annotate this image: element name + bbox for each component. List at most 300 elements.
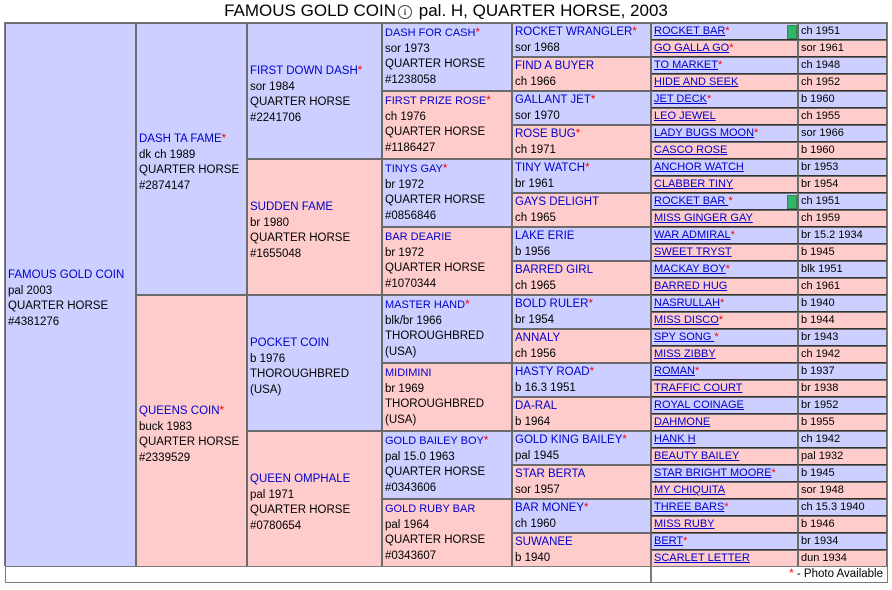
horse-info: sor 1966 xyxy=(801,127,844,139)
horse-name-link[interactable] xyxy=(515,59,650,75)
horse-info: br 1961 xyxy=(515,177,555,190)
ancestor-gen5-12 xyxy=(512,397,651,431)
horse-name-link[interactable] xyxy=(250,64,381,80)
horse-breed: THOROUGHBRED xyxy=(385,398,485,411)
ancestor-gen6-10 xyxy=(651,176,798,193)
ancestor-gen6-12 xyxy=(651,210,798,227)
horse-info: sor 1970 xyxy=(515,109,560,122)
horse-info: pal 1945 xyxy=(515,449,560,462)
page-title xyxy=(0,0,892,22)
horse-name[interactable]: HASTY ROAD xyxy=(515,366,590,378)
horse-info: ch 1952 xyxy=(801,76,841,88)
horse-info: ch 1951 xyxy=(801,195,841,207)
footer-spacer xyxy=(5,566,651,583)
horse-breed: QUARTER HORSE xyxy=(385,126,486,139)
horse-info: ch 1971 xyxy=(515,143,556,156)
horse-info: br 1969 xyxy=(385,382,425,395)
ancestor-gen6-info xyxy=(798,125,887,142)
horse-breed: QUARTER HORSE xyxy=(385,466,486,479)
photo-star: * xyxy=(632,26,637,38)
ancestor-gen6-info xyxy=(798,533,887,550)
horse-name[interactable]: GOLD BAILEY BOY xyxy=(385,435,484,447)
ancestor-gen6-6 xyxy=(651,108,798,125)
horse-name-link[interactable] xyxy=(385,230,511,246)
horse-name[interactable]: SPY SONG xyxy=(654,331,715,343)
horse-info: sor 1973 xyxy=(385,42,430,55)
horse-registration: #1070344 xyxy=(385,277,437,290)
horse-name[interactable]: BAR DEARIE xyxy=(385,231,452,243)
ancestor-gen6-info xyxy=(798,499,887,516)
title-horse-name: FAMOUS GOLD COIN xyxy=(224,1,397,20)
ancestor-gen6-info xyxy=(798,550,887,567)
ancestor-gen5-14 xyxy=(512,465,651,499)
horse-info: b 1960 xyxy=(801,93,835,105)
horse-name[interactable]: DASH FOR CASH xyxy=(385,27,476,39)
ancestor-gen6-16 xyxy=(651,278,798,295)
horse-name[interactable]: ROMAN xyxy=(654,365,695,377)
horse-name[interactable]: GO GALLA GO xyxy=(654,42,730,54)
ancestor-gen6-9 xyxy=(651,159,798,176)
horse-name[interactable]: MISS GINGER GAY xyxy=(654,212,753,224)
horse-registration: #2874147 xyxy=(139,179,191,192)
horse-breed: QUARTER HORSE xyxy=(139,164,240,177)
ancestor-gen6-info xyxy=(798,108,887,125)
horse-registration: #1186427 xyxy=(385,141,436,154)
horse-info: ch 1976 xyxy=(385,110,426,123)
horse-breed: QUARTER HORSE xyxy=(250,232,351,245)
photo-star: * xyxy=(622,434,627,446)
pedigree-chart xyxy=(4,22,888,566)
horse-name-link[interactable] xyxy=(515,467,650,483)
photo-star: * xyxy=(442,163,448,175)
horse-breed: QUARTER HORSE xyxy=(385,262,486,275)
ancestor-gen6-32 xyxy=(651,550,798,567)
ancestor-gen3-3 xyxy=(247,295,382,431)
horse-name[interactable]: SWEET TRYST xyxy=(654,246,732,258)
horse-info: ch 1951 xyxy=(801,25,841,37)
horse-name[interactable]: POCKET COIN xyxy=(250,337,330,349)
horse-info: b 1955 xyxy=(801,416,835,428)
horse-info: sor 1968 xyxy=(515,41,560,54)
ancestor-gen6-info xyxy=(798,431,887,448)
horse-name[interactable]: GAYS DELIGHT xyxy=(515,196,600,208)
horse-name-link[interactable] xyxy=(515,399,650,415)
ancestor-gen6-info xyxy=(798,40,887,57)
horse-info: pal 2003 xyxy=(8,284,53,297)
horse-info: ch 1942 xyxy=(801,348,841,360)
horse-name-link[interactable] xyxy=(385,502,511,518)
photo-star: * xyxy=(694,365,700,377)
horse-name[interactable]: TO MARKET xyxy=(654,59,718,71)
ancestor-gen4-6 xyxy=(382,363,512,431)
horse-name-link[interactable] xyxy=(8,268,135,284)
photo-badge-icon xyxy=(787,195,797,209)
horse-info: pal 1964 xyxy=(385,518,430,531)
horse-name-link[interactable] xyxy=(515,535,650,551)
ancestor-gen6-1 xyxy=(651,23,798,40)
horse-name[interactable]: TINYS GAY xyxy=(385,163,443,175)
photo-legend-text: - Photo Available xyxy=(793,568,883,580)
photo-star: * xyxy=(718,314,724,326)
horse-info: pal 1932 xyxy=(801,450,844,462)
horse-name[interactable]: QUEENS COIN xyxy=(139,405,220,417)
horse-name[interactable]: MASTER HAND xyxy=(385,299,466,311)
horse-info: buck 1983 xyxy=(139,420,193,433)
horse-name-link[interactable] xyxy=(385,26,511,42)
horse-name[interactable]: STAR BRIGHT MOORE xyxy=(654,467,772,479)
horse-name[interactable]: ROSE BUG xyxy=(515,128,576,140)
horse-name[interactable]: BERT xyxy=(654,535,684,547)
horse-info: ch 1961 xyxy=(801,280,841,292)
horse-registration: (USA) xyxy=(385,345,417,358)
horse-registration: #0856846 xyxy=(385,209,437,222)
ancestor-gen6-31 xyxy=(651,533,798,550)
ancestor-gen4-1 xyxy=(382,23,512,91)
ancestor-gen5-4 xyxy=(512,125,651,159)
horse-name[interactable]: QUEEN OMPHALE xyxy=(250,473,351,485)
horse-registration: (USA) xyxy=(250,383,282,396)
horse-name[interactable]: ROCKET BAR xyxy=(654,195,729,207)
horse-breed: QUARTER HORSE xyxy=(139,436,240,449)
ancestor-gen6-info xyxy=(798,227,887,244)
horse-name[interactable]: MACKAY BOY xyxy=(654,263,726,275)
photo-legend xyxy=(651,566,888,583)
horse-name-link[interactable] xyxy=(139,132,246,148)
horse-info: blk/br 1966 xyxy=(385,314,442,327)
horse-info: b 1945 xyxy=(801,467,835,479)
horse-info: b 16.3 1951 xyxy=(515,381,576,394)
horse-name[interactable]: DA-RAL xyxy=(515,400,558,412)
horse-info: sor 1957 xyxy=(515,483,560,496)
horse-name[interactable]: HANK H xyxy=(654,433,696,445)
horse-breed: THOROUGHBRED xyxy=(385,330,485,343)
horse-info: b 1976 xyxy=(250,352,286,365)
horse-name[interactable]: ANNALY xyxy=(515,332,561,344)
horse-info: br 1972 xyxy=(385,246,425,259)
photo-star: * xyxy=(219,405,224,417)
horse-info: b 1937 xyxy=(801,365,835,377)
horse-name[interactable]: GOLD RUBY BAR xyxy=(385,503,476,515)
ancestor-gen6-7 xyxy=(651,125,798,142)
horse-breed: QUARTER HORSE xyxy=(250,504,351,517)
horse-name[interactable]: BAR MONEY xyxy=(515,502,585,514)
horse-registration: #0780654 xyxy=(250,519,302,532)
horse-info: ch 1955 xyxy=(801,110,841,122)
horse-info: br 1980 xyxy=(250,216,290,229)
horse-name-link[interactable] xyxy=(515,331,650,347)
horse-name-link[interactable] xyxy=(250,200,381,216)
ancestor-gen6-20 xyxy=(651,346,798,363)
ancestor-gen6-info xyxy=(798,261,887,278)
horse-breed: THOROUGHBRED xyxy=(250,368,350,381)
horse-info: b 1964 xyxy=(515,415,551,428)
ancestor-gen6-info xyxy=(798,193,887,210)
ancestor-gen6-29 xyxy=(651,499,798,516)
ancestor-gen6-info xyxy=(798,210,887,227)
horse-info: b 1960 xyxy=(801,144,835,156)
horse-name[interactable]: DASH TA FAME xyxy=(139,133,222,145)
ancestor-gen6-info xyxy=(798,244,887,261)
photo-star: * xyxy=(725,263,731,275)
photo-star: * xyxy=(728,195,733,207)
horse-name[interactable]: ROCKET BAR xyxy=(654,25,726,37)
photo-star: * xyxy=(465,299,470,311)
horse-name[interactable]: ROCKET WRANGLER xyxy=(515,26,633,38)
horse-name-link[interactable] xyxy=(515,195,650,211)
horse-name-link[interactable] xyxy=(515,93,650,109)
horse-name-link[interactable] xyxy=(515,229,650,245)
horse-name[interactable]: MISS ZIBBY xyxy=(654,348,716,360)
ancestor-gen6-18 xyxy=(651,312,798,329)
photo-star: * xyxy=(475,27,480,39)
horse-name-link[interactable] xyxy=(385,94,511,110)
photo-star: * xyxy=(725,25,730,37)
horse-info: dun 1934 xyxy=(801,552,847,564)
photo-star: * xyxy=(717,59,723,71)
horse-info: ch 1966 xyxy=(515,75,556,88)
ancestor-gen4-4 xyxy=(382,227,512,295)
horse-info: blk 1951 xyxy=(801,263,843,275)
horse-name[interactable]: MY CHIQUITA xyxy=(654,484,726,496)
horse-registration: #1238058 xyxy=(385,73,437,86)
ancestor-gen6-5 xyxy=(651,91,798,108)
horse-name[interactable]: CASCO ROSE xyxy=(654,144,728,156)
horse-name[interactable]: FAMOUS GOLD COIN xyxy=(8,269,125,281)
ancestor-gen5-15 xyxy=(512,499,651,533)
horse-name[interactable]: LAKE ERIE xyxy=(515,230,575,242)
horse-name-link[interactable] xyxy=(385,434,511,450)
horse-name[interactable]: FIND A BUYER xyxy=(515,60,595,72)
horse-info: b 1956 xyxy=(515,245,551,258)
ancestor-gen6-info xyxy=(798,57,887,74)
horse-name[interactable]: MISS DISCO xyxy=(654,314,719,326)
ancestor-gen5-1 xyxy=(512,23,651,57)
horse-name[interactable]: FIRST PRIZE ROSE xyxy=(385,95,487,107)
ancestor-gen5-3 xyxy=(512,91,651,125)
horse-registration: #1655048 xyxy=(250,247,302,260)
ancestor-gen6-21 xyxy=(651,363,798,380)
photo-star: * xyxy=(588,298,593,310)
horse-info: b 1945 xyxy=(801,246,835,258)
ancestor-gen6-8 xyxy=(651,142,798,159)
horse-name[interactable]: ANCHOR WATCH xyxy=(654,161,744,173)
horse-name[interactable]: SUWANEE xyxy=(515,536,573,548)
horse-name[interactable]: GALLANT JET xyxy=(515,94,591,106)
horse-breed: QUARTER HORSE xyxy=(8,300,109,313)
ancestor-gen4-2 xyxy=(382,91,512,159)
horse-name[interactable]: STAR BERTA xyxy=(515,468,586,480)
horse-name[interactable]: WAR ADMIRAL xyxy=(654,229,731,241)
horse-name-link[interactable] xyxy=(515,127,650,143)
horse-registration: #0343606 xyxy=(385,481,437,494)
horse-name[interactable]: SUDDEN FAME xyxy=(250,201,334,213)
horse-info: b 1940 xyxy=(515,551,551,564)
info-icon[interactable]: i xyxy=(398,5,412,19)
horse-info: br 1934 xyxy=(801,535,839,547)
horse-name-link[interactable] xyxy=(385,162,511,178)
horse-info: b 1946 xyxy=(801,518,835,530)
ancestor-gen6-info xyxy=(798,516,887,533)
horse-name[interactable]: TRAFFIC COURT xyxy=(654,382,743,394)
ancestor-gen6-19 xyxy=(651,329,798,346)
horse-info: sor 1961 xyxy=(801,42,844,54)
ancestor-gen2-1 xyxy=(136,23,247,295)
photo-star: * xyxy=(683,535,688,547)
ancestor-gen6-info xyxy=(798,346,887,363)
ancestor-gen6-info xyxy=(798,312,887,329)
horse-name[interactable]: GOLD KING BAILEY xyxy=(515,434,623,446)
photo-star: * xyxy=(585,162,590,174)
horse-info: dk ch 1989 xyxy=(139,148,196,161)
photo-badge-icon xyxy=(787,25,797,39)
photo-star: * xyxy=(221,133,227,145)
ancestor-gen6-17 xyxy=(651,295,798,312)
ancestor-gen6-info xyxy=(798,363,887,380)
photo-star: * xyxy=(771,467,776,479)
horse-name[interactable]: LADY BUGS MOON xyxy=(654,127,755,139)
horse-name[interactable]: MIDIMINI xyxy=(385,367,432,379)
horse-info: br 1954 xyxy=(801,178,839,190)
horse-name[interactable]: BOLD RULER xyxy=(515,298,589,310)
ancestor-gen6-28 xyxy=(651,482,798,499)
horse-name-link[interactable] xyxy=(250,472,381,488)
ancestor-gen5-6 xyxy=(512,193,651,227)
ancestor-gen5-10 xyxy=(512,329,651,363)
horse-info: pal 1971 xyxy=(250,488,295,501)
horse-info: ch 1942 xyxy=(801,433,841,445)
horse-info: br 1953 xyxy=(801,161,839,173)
horse-name-link[interactable] xyxy=(515,297,650,313)
ancestor-gen6-26 xyxy=(651,448,798,465)
horse-info: ch 1960 xyxy=(515,517,556,530)
ancestor-gen6-info xyxy=(798,414,887,431)
horse-info: ch 1965 xyxy=(515,279,556,292)
ancestor-gen6-info xyxy=(798,465,887,482)
ancestor-gen5-5 xyxy=(512,159,651,193)
horse-registration: #4381276 xyxy=(8,315,60,328)
horse-name[interactable]: DAHMONE xyxy=(654,416,711,428)
horse-name-link[interactable] xyxy=(385,366,511,382)
horse-name[interactable]: THREE BARS xyxy=(654,501,725,513)
horse-name[interactable]: TINY WATCH xyxy=(515,162,586,174)
horse-name[interactable]: BARRED GIRL xyxy=(515,264,593,276)
title-details: pal. H, QUARTER HORSE, 2003 xyxy=(414,1,668,20)
ancestor-gen5-7 xyxy=(512,227,651,261)
subject-horse xyxy=(5,23,136,567)
ancestor-gen6-25 xyxy=(651,431,798,448)
photo-star: * xyxy=(575,128,581,140)
photo-star: * xyxy=(590,94,596,106)
ancestor-gen5-2 xyxy=(512,57,651,91)
horse-info: sor 1984 xyxy=(250,80,295,93)
horse-name-link[interactable] xyxy=(385,298,511,314)
ancestor-gen6-4 xyxy=(651,74,798,91)
horse-breed: QUARTER HORSE xyxy=(385,58,486,71)
horse-name[interactable]: BARRED HUG xyxy=(654,280,728,292)
ancestor-gen6-14 xyxy=(651,244,798,261)
horse-name[interactable]: CLABBER TINY xyxy=(654,178,734,190)
horse-breed: QUARTER HORSE xyxy=(250,96,351,109)
horse-name[interactable]: MISS RUBY xyxy=(654,518,715,530)
photo-star: * xyxy=(714,331,719,343)
horse-registration: #0343607 xyxy=(385,549,437,562)
ancestor-gen5-9 xyxy=(512,295,651,329)
ancestor-gen3-2 xyxy=(247,159,382,295)
ancestor-gen6-13 xyxy=(651,227,798,244)
horse-name[interactable]: FIRST DOWN DASH xyxy=(250,65,358,77)
horse-info: ch 1959 xyxy=(801,212,841,224)
ancestor-gen6-3 xyxy=(651,57,798,74)
horse-name-link[interactable] xyxy=(515,433,650,449)
ancestor-gen6-info xyxy=(798,23,887,40)
ancestor-gen6-info xyxy=(798,397,887,414)
horse-name[interactable]: NASRULLAH xyxy=(654,297,721,309)
ancestor-gen6-info xyxy=(798,142,887,159)
ancestor-gen5-11 xyxy=(512,363,651,397)
ancestor-gen6-info xyxy=(798,329,887,346)
horse-name-link[interactable] xyxy=(515,501,650,517)
horse-name-link[interactable] xyxy=(515,365,650,381)
photo-star: * xyxy=(730,229,735,241)
photo-star: * xyxy=(724,501,729,513)
horse-name[interactable]: BEAUTY BAILEY xyxy=(654,450,740,462)
horse-name-link[interactable] xyxy=(139,404,246,420)
ancestor-gen6-2 xyxy=(651,40,798,57)
horse-info: br 1938 xyxy=(801,382,839,394)
horse-registration: #2339529 xyxy=(139,451,191,464)
ancestor-gen6-30 xyxy=(651,516,798,533)
ancestor-gen3-1 xyxy=(247,23,382,159)
ancestor-gen6-15 xyxy=(651,261,798,278)
ancestor-gen6-info xyxy=(798,380,887,397)
horse-info: ch 1965 xyxy=(515,211,556,224)
ancestor-gen4-7 xyxy=(382,431,512,499)
ancestor-gen4-3 xyxy=(382,159,512,227)
horse-name[interactable]: SCARLET LETTER xyxy=(654,552,750,564)
ancestor-gen4-5 xyxy=(382,295,512,363)
horse-info: ch 15.3 1940 xyxy=(801,501,865,513)
ancestor-gen6-info xyxy=(798,159,887,176)
ancestor-gen4-8 xyxy=(382,499,512,567)
horse-info: pal 15.0 1963 xyxy=(385,450,455,463)
horse-name[interactable]: HIDE AND SEEK xyxy=(654,76,739,88)
ancestor-gen5-8 xyxy=(512,261,651,295)
ancestor-gen6-info xyxy=(798,91,887,108)
horse-info: sor 1948 xyxy=(801,484,844,496)
horse-name-link[interactable] xyxy=(515,161,650,177)
horse-info: br 1952 xyxy=(801,399,839,411)
horse-name-link[interactable] xyxy=(515,263,650,279)
horse-name[interactable]: JET DECK xyxy=(654,93,707,105)
photo-legend-star: * xyxy=(789,568,794,580)
photo-star: * xyxy=(589,366,595,378)
photo-star: * xyxy=(706,93,712,105)
photo-star: * xyxy=(729,42,734,54)
ancestor-gen6-24 xyxy=(651,414,798,431)
ancestor-gen6-info xyxy=(798,176,887,193)
horse-info: br 1943 xyxy=(801,331,839,343)
horse-name-link[interactable] xyxy=(250,336,381,352)
ancestor-gen6-info xyxy=(798,295,887,312)
horse-name[interactable]: LEO JEWEL xyxy=(654,110,716,122)
horse-info: br 1954 xyxy=(515,313,555,326)
horse-name-link[interactable] xyxy=(515,25,650,41)
photo-star: * xyxy=(483,435,489,447)
ancestor-gen6-info xyxy=(798,74,887,91)
horse-name[interactable]: ROYAL COINAGE xyxy=(654,399,744,411)
ancestor-gen6-23 xyxy=(651,397,798,414)
ancestor-gen2-2 xyxy=(136,295,247,567)
